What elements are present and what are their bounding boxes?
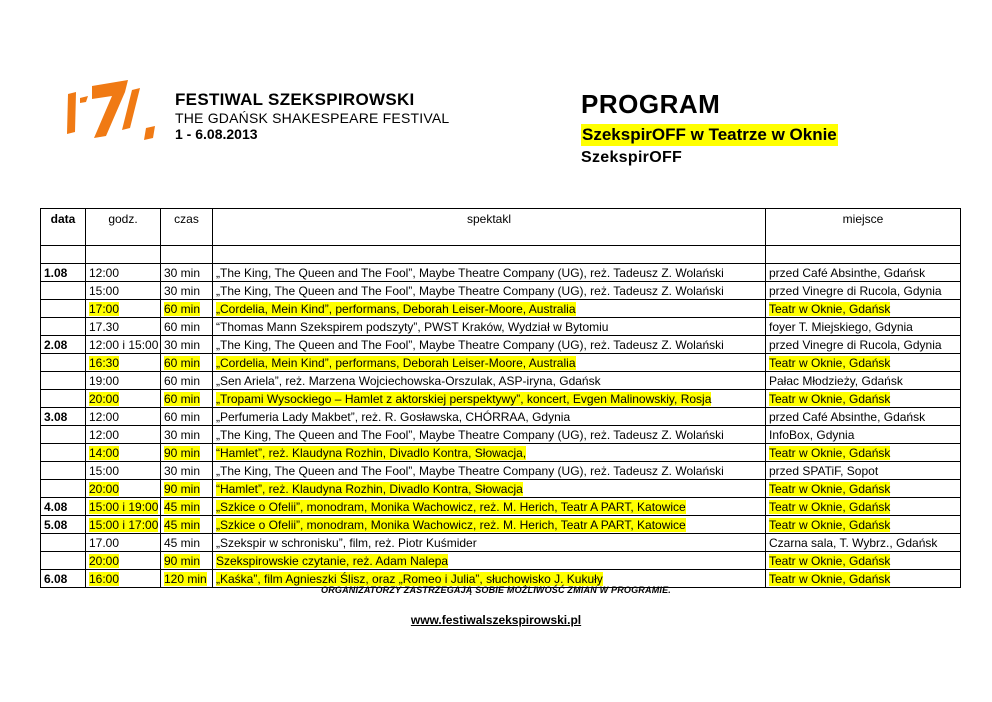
cell-duration: 30 min	[161, 462, 213, 480]
cell-duration: 45 min	[161, 534, 213, 552]
table-row	[41, 498, 961, 516]
table-row	[41, 300, 961, 318]
cell-date	[41, 534, 86, 552]
cell-date	[41, 318, 86, 336]
column-header-duration: czas	[161, 209, 213, 246]
cell-time	[86, 444, 161, 462]
program-subtitle-secondary: SzekspirOFF	[581, 149, 683, 166]
cell-time-highlight: 17:00	[89, 301, 120, 316]
cell-time: 12:00	[86, 264, 161, 282]
cell-event	[213, 480, 766, 498]
cell-date: 1.08	[41, 264, 86, 282]
cell-date	[41, 300, 86, 318]
cell-time: 15:00	[86, 462, 161, 480]
cell-duration-highlight: 90 min	[164, 553, 201, 568]
cell-venue	[766, 300, 961, 318]
cell-venue: przed SPATiF, Sopot	[766, 462, 961, 480]
cell-event-highlight: “Hamlet”, reż. Klaudyna Rozhin, Divadlo Kontra, Słowacja,	[216, 445, 527, 460]
column-header-venue: miejsce	[766, 209, 961, 246]
cell-time-highlight: 14:00	[89, 445, 120, 460]
cell-venue	[766, 354, 961, 372]
cell-time: 12:00	[86, 408, 161, 426]
festival-title: FESTIWAL SZEKSPIROWSKI	[175, 90, 415, 109]
cell-date: 5.08	[41, 516, 86, 534]
program-subtitle: SzekspirOFF w Teatrze w Oknie	[582, 125, 837, 144]
cell-event	[213, 498, 766, 516]
cell-duration	[161, 480, 213, 498]
cell-time: 17.00	[86, 534, 161, 552]
table-row	[41, 408, 961, 426]
cell-date	[41, 390, 86, 408]
cell-event: „Szekspir w schronisku”, film, reż. Piotr Kuśmider	[213, 534, 766, 552]
cell-time-highlight: 20:00	[89, 481, 120, 496]
cell-duration	[161, 444, 213, 462]
cell-time	[86, 354, 161, 372]
cell-duration-highlight: 120 min	[164, 571, 207, 586]
cell-event: „The King, The Queen and The Fool”, Maybe Theatre Company (UG), reż. Tadeusz Z. Wolański	[213, 336, 766, 354]
cell-venue	[766, 552, 961, 570]
table-row	[41, 444, 961, 462]
cell-date: 2.08	[41, 336, 86, 354]
table-row	[41, 552, 961, 570]
cell-event	[213, 516, 766, 534]
cell-venue-highlight: Teatr w Oknie, Gdańsk	[769, 571, 891, 586]
cell-event	[213, 444, 766, 462]
cell-venue: InfoBox, Gdynia	[766, 426, 961, 444]
table-row	[41, 318, 961, 336]
cell-venue-highlight: Teatr w Oknie, Gdańsk	[769, 553, 891, 568]
cell-event	[213, 354, 766, 372]
cell-event-highlight: „Kaśka”, film Agnieszki Ślisz, oraz „Romeo i Julia”, słuchowisko J. Kukuły	[216, 571, 603, 586]
cell-time	[86, 300, 161, 318]
cell-duration: 60 min	[161, 408, 213, 426]
cell-duration	[161, 390, 213, 408]
cell-venue	[766, 498, 961, 516]
cell-venue: foyer T. Miejskiego, Gdynia	[766, 318, 961, 336]
cell-time-highlight: 15:00 i 19:00	[89, 499, 159, 514]
cell-time: 17.30	[86, 318, 161, 336]
cell-event-highlight: „Szkice o Ofelii”, monodram, Monika Wachowicz, reż. M. Herich, Teatr A PART, Katowice	[216, 499, 686, 514]
cell-event: „Sen Ariela”, reż. Marzena Wojciechowska-Orszulak, ASP-iryna, Gdańsk	[213, 372, 766, 390]
cell-time-highlight: 20:00	[89, 391, 120, 406]
cell-duration-highlight: 45 min	[164, 517, 201, 532]
cell-venue-highlight: Teatr w Oknie, Gdańsk	[769, 301, 891, 316]
cell-date: 3.08	[41, 408, 86, 426]
cell-duration: 60 min	[161, 372, 213, 390]
cell-venue-highlight: Teatr w Oknie, Gdańsk	[769, 445, 891, 460]
table-row	[41, 534, 961, 552]
festival-info	[175, 90, 449, 143]
cell-venue: Pałac Młodzieży, Gdańsk	[766, 372, 961, 390]
table-spacer-row	[41, 246, 961, 264]
cell-event: „The King, The Queen and The Fool”, Maybe Theatre Company (UG), reż. Tadeusz Z. Wolański	[213, 462, 766, 480]
cell-time: 12:00 i 15:00	[86, 336, 161, 354]
cell-time-highlight: 16:30	[89, 355, 120, 370]
column-header-time: godz.	[86, 209, 161, 246]
cell-date: 4.08	[41, 498, 86, 516]
cell-event-highlight: „Cordelia, Mein Kind”, performans, Deborah Leiser-Moore, Australia	[216, 301, 576, 316]
table-header-row	[41, 209, 961, 246]
cell-date: 6.08	[41, 570, 86, 588]
cell-duration-highlight: 45 min	[164, 499, 201, 514]
table-row	[41, 336, 961, 354]
cell-date	[41, 444, 86, 462]
cell-event: „Perfumeria Lady Makbet”, reż. R. Gosławska, CHÓRRAA, Gdynia	[213, 408, 766, 426]
cell-venue: przed Vinegre di Rucola, Gdynia	[766, 336, 961, 354]
cell-venue: przed Café Absinthe, Gdańsk	[766, 264, 961, 282]
cell-date	[41, 552, 86, 570]
cell-duration: 30 min	[161, 336, 213, 354]
cell-duration	[161, 300, 213, 318]
table-row	[41, 516, 961, 534]
cell-event	[213, 300, 766, 318]
cell-venue	[766, 480, 961, 498]
table-row	[41, 426, 961, 444]
cell-date	[41, 480, 86, 498]
cell-time-highlight: 20:00	[89, 553, 120, 568]
cell-duration-highlight: 90 min	[164, 481, 201, 496]
table-row	[41, 264, 961, 282]
cell-duration: 30 min	[161, 264, 213, 282]
schedule-table	[40, 208, 961, 588]
cell-time: 19:00	[86, 372, 161, 390]
cell-venue	[766, 390, 961, 408]
cell-event	[213, 552, 766, 570]
cell-date	[41, 354, 86, 372]
cell-venue: przed Café Absinthe, Gdańsk	[766, 408, 961, 426]
cell-time: 15:00	[86, 282, 161, 300]
cell-venue-highlight: Teatr w Oknie, Gdańsk	[769, 391, 891, 406]
website-link[interactable]: www.festiwalszekspirowski.pl	[410, 613, 582, 627]
cell-duration-highlight: 60 min	[164, 391, 201, 406]
cell-duration: 30 min	[161, 426, 213, 444]
cell-duration	[161, 354, 213, 372]
cell-date	[41, 372, 86, 390]
cell-event-highlight: „Cordelia, Mein Kind”, performans, Deborah Leiser-Moore, Australia	[216, 355, 576, 370]
festival-logo-icon	[62, 80, 166, 146]
cell-time	[86, 480, 161, 498]
festival-dates: 1 - 6.08.2013	[175, 126, 258, 142]
cell-event: “Thomas Mann Szekspirem podszyty”, PWST Kraków, Wydział w Bytomiu	[213, 318, 766, 336]
cell-event-highlight: „Szkice o Ofelii”, monodram, Monika Wachowicz, reż. M. Herich, Teatr A PART, Katowice	[216, 517, 686, 532]
cell-event: „The King, The Queen and The Fool”, Maybe Theatre Company (UG), reż. Tadeusz Z. Wolański	[213, 282, 766, 300]
cell-duration-highlight: 90 min	[164, 445, 201, 460]
cell-time-highlight: 16:00	[89, 571, 120, 586]
cell-time	[86, 552, 161, 570]
column-header-event: spektakl	[213, 209, 766, 246]
cell-time	[86, 390, 161, 408]
cell-venue-highlight: Teatr w Oknie, Gdańsk	[769, 355, 891, 370]
cell-duration: 30 min	[161, 282, 213, 300]
cell-time: 12:00	[86, 426, 161, 444]
program-change-notice: ORGANIZATORZY ZASTRZEGAJĄ SOBIE MOŻLIWOŚĆ ZMIAN W PROGRAMIE.	[321, 585, 671, 595]
cell-event: „The King, The Queen and The Fool”, Maybe Theatre Company (UG), reż. Tadeusz Z. Wolański	[213, 264, 766, 282]
cell-date	[41, 282, 86, 300]
cell-event-highlight: „Tropami Wysockiego – Hamlet z aktorskiej perspektywy”, koncert, Evgen Malinowskiy, Rosja	[216, 391, 712, 406]
festival-subtitle: THE GDAŃSK SHAKESPEARE FESTIVAL	[175, 110, 450, 126]
cell-venue	[766, 444, 961, 462]
cell-venue-highlight: Teatr w Oknie, Gdańsk	[769, 499, 891, 514]
cell-venue	[766, 516, 961, 534]
table-row	[41, 282, 961, 300]
cell-event-highlight: “Hamlet”, reż. Klaudyna Rozhin, Divadlo Kontra, Słowacja	[216, 481, 523, 496]
cell-event	[213, 390, 766, 408]
cell-duration	[161, 516, 213, 534]
cell-duration-highlight: 60 min	[164, 301, 201, 316]
table-row	[41, 462, 961, 480]
program-title: PROGRAM	[581, 89, 721, 119]
cell-duration: 60 min	[161, 318, 213, 336]
cell-time	[86, 516, 161, 534]
cell-event: „The King, The Queen and The Fool”, Maybe Theatre Company (UG), reż. Tadeusz Z. Wolański	[213, 426, 766, 444]
cell-venue-highlight: Teatr w Oknie, Gdańsk	[769, 481, 891, 496]
cell-duration	[161, 552, 213, 570]
cell-date	[41, 462, 86, 480]
table-row	[41, 390, 961, 408]
cell-venue-highlight: Teatr w Oknie, Gdańsk	[769, 517, 891, 532]
cell-duration-highlight: 60 min	[164, 355, 201, 370]
table-row	[41, 480, 961, 498]
column-header-date: data	[41, 209, 86, 246]
program-heading	[581, 88, 838, 168]
cell-date	[41, 426, 86, 444]
table-row	[41, 354, 961, 372]
table-row	[41, 372, 961, 390]
cell-venue: Czarna sala, T. Wybrz., Gdańsk	[766, 534, 961, 552]
cell-event-highlight: Szekspirowskie czytanie, reż. Adam Nalepa	[216, 553, 449, 568]
cell-time-highlight: 15:00 i 17:00	[89, 517, 159, 532]
cell-venue: przed Vinegre di Rucola, Gdynia	[766, 282, 961, 300]
cell-time	[86, 498, 161, 516]
cell-duration	[161, 498, 213, 516]
